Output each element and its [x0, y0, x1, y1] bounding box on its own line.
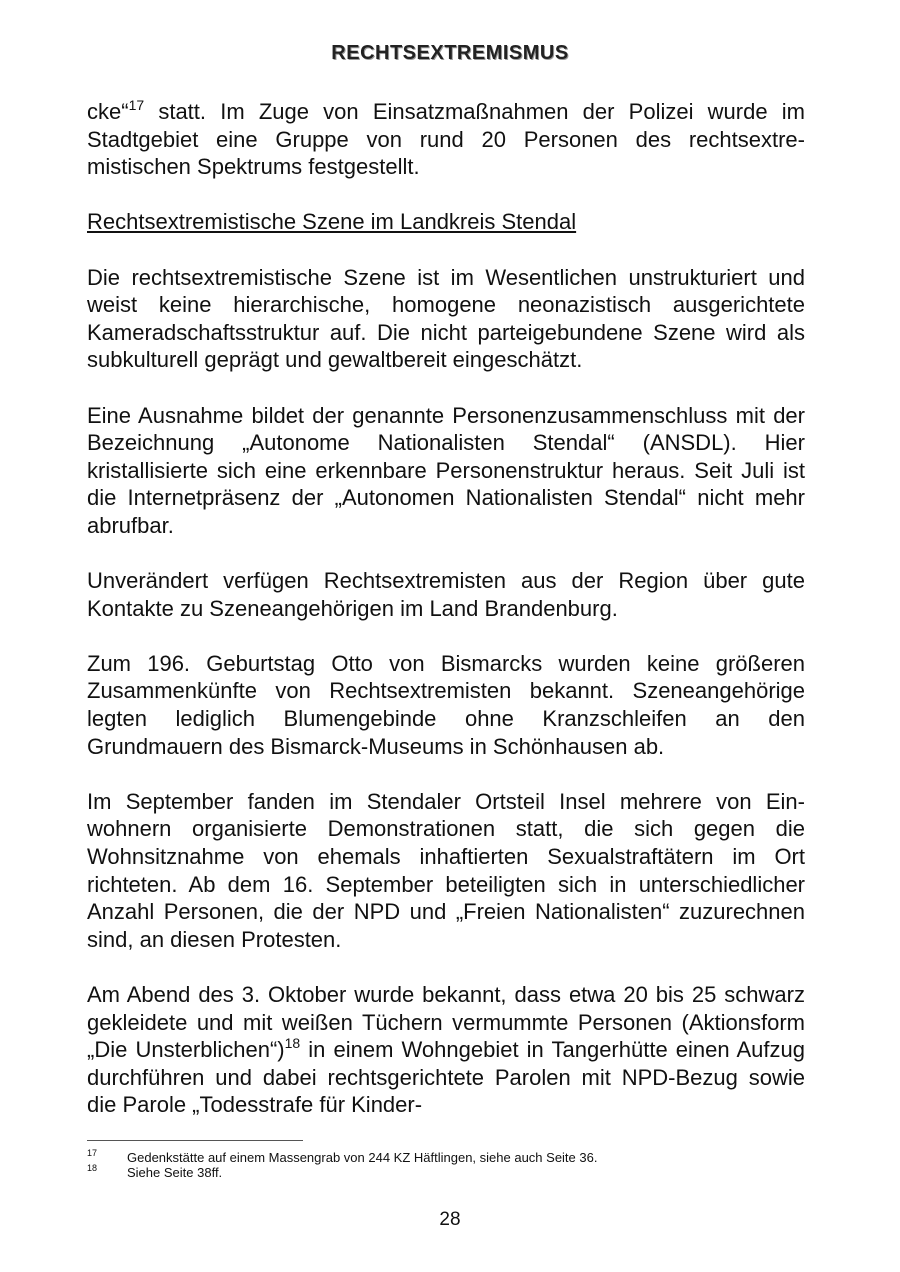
footnote-ref-18[interactable]: 18	[284, 1035, 301, 1052]
section-heading: Rechtsextremistische Szene im Landkreis Stendal	[87, 209, 577, 235]
body-text	[87, 98, 805, 1147]
paragraph-5: Zum 196. Geburtstag Otto von Bismarcks wurden keine größeren Zusammenkünfte von Rechtsextremisten bekannt. Szeneangehörige legten lediglich Blumengebinde ohne Kranzschleifen an den Grundmauern des Bismarck-Museums in Schönhausen ab.	[87, 650, 805, 759]
paragraph-1	[87, 98, 805, 181]
page-number: 28	[439, 1209, 461, 1230]
paragraph-7	[87, 981, 805, 1119]
paragraph-2: Die rechtsextremistische Szene ist im Wesentlichen unstrukturiert und weist keine hierarchische, homogene neonazistisch ausgerichtete Kameradschaftsstruktur auf. Die nicht parteigebundene Szene wird als subkulturell geprägt und gewaltbereit eingeschätzt.	[87, 264, 805, 373]
paragraph-7-rest: in einem Wohngebiet in Tangerhütte einen Aufzug durchführen und dabei rechtsgerichtete Parolen mit NPD-Bezug sowie die Parole „Todesstrafe für Kinder-	[87, 1037, 805, 1118]
paragraph-1-start: cke“	[87, 99, 129, 124]
footnote-number: 17	[87, 1148, 98, 1158]
footnote-number: 18	[87, 1163, 98, 1173]
paragraph-3: Eine Ausnahme bildet der genannte Personenzusammenschluss mit der Bezeichnung „Autonome Nationalisten Stendal“ (ANSDL). Hier kristallisierte sich eine erkennbare Personenstruktur heraus. Seit Juli ist die Internetpräsenz der „Autonomen Nationalisten Stendal“ nicht mehr abrufbar.	[87, 402, 805, 538]
footnote-ref-17[interactable]: 17	[128, 97, 145, 113]
paragraph-6: Im September fanden im Stendaler Ortsteil Insel mehrere von Einwohnern organisierte Demonstrationen statt, die sich gegen die Wohnsitznahme von ehemals inhaftierten Sexualstraftätern im Ort richteten. Ab dem 16. September beteiligten sich in unterschiedlicher Anzahl Personen, die der NPD und „Freien Nationalisten“ zuzurechnen sind, an diesen Protesten.	[87, 788, 805, 952]
footnotes	[87, 1150, 805, 1180]
footnote-18	[87, 1165, 805, 1180]
footnote-text: Gedenkstätte auf einem Massengrab von 244 KZ Häftlingen, siehe auch Seite 36.	[127, 1150, 598, 1165]
footnote-divider	[87, 1140, 303, 1141]
paragraph-7-start: Am Abend des 3. Oktober wurde bekannt, dass etwa 20 bis 25 schwarz gekleidete und mit weißen Tüchern vermummte Personen (Aktionsform „Die Unsterblichen“)	[87, 982, 805, 1063]
paragraph-1-rest: statt. Im Zuge von Einsatzmaßnahmen der Polizei wurde im Stadtgebiet eine Gruppe von rund 20 Personen des rechtsextremistischen Spektrums festgestellt.	[87, 99, 805, 180]
page-title: RECHTSEXTREMISMUS	[331, 42, 569, 64]
paragraph-4: Unverändert verfügen Rechtsextremisten aus der Region über gute Kontakte zu Szeneangehörigen im Land Brandenburg.	[87, 568, 805, 621]
footnote-text: Siehe Seite 38ff.	[127, 1165, 223, 1180]
footnote-17	[87, 1150, 805, 1165]
